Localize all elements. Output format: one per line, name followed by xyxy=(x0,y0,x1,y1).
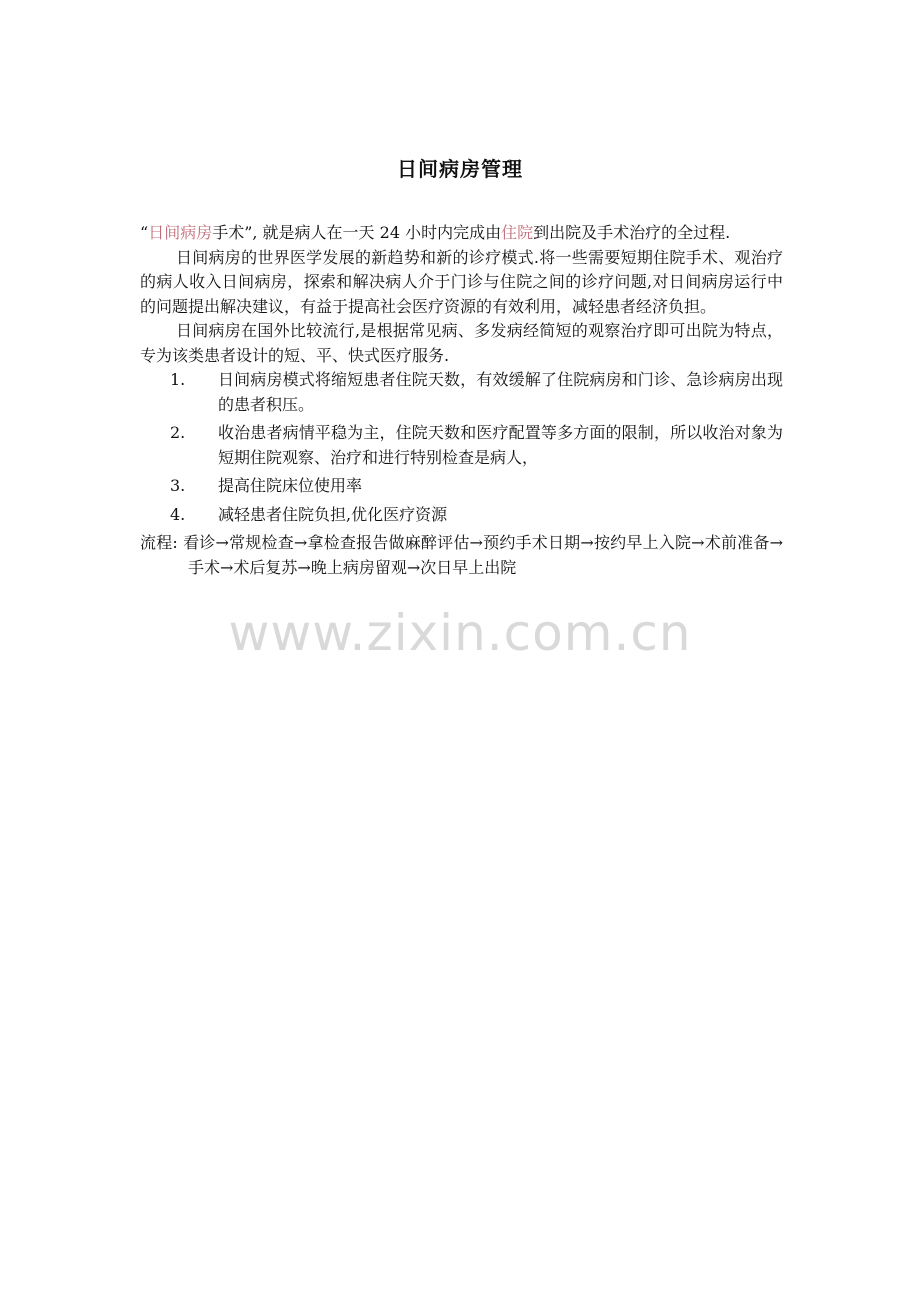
page-title: 日间病房管理 xyxy=(397,157,523,181)
list-item xyxy=(140,474,783,499)
list-number: 2. xyxy=(170,423,186,442)
process-flow xyxy=(140,531,783,580)
list-item xyxy=(140,503,783,528)
term-link-hospitalization[interactable]: 住院 xyxy=(501,223,534,242)
term-link-day-ward[interactable]: 日间病房 xyxy=(148,223,213,242)
list-item xyxy=(140,421,783,470)
list-item xyxy=(140,368,783,417)
body-paragraph: 日间病房的世界医学发展的新趋势和新的诊疗模式.将一些需要短期住院手术、观治疗的病人收入日间病房，探索和解决病人介于门诊与住院之间的诊疗问题,对日间病房运行中的问题提出解决建议，有益于提高社会医疗资源的有效利用，减轻患者经济负担。 xyxy=(140,247,783,316)
watermark: www.zixin.com.cn xyxy=(228,604,692,662)
intro-text-1: 手术”, 就是病人在一天 24 小时内完成由 xyxy=(212,223,502,242)
open-quote: “ xyxy=(140,223,149,242)
list-item-text: 收治患者病情平稳为主，住院天数和医疗配置等多方面的限制，所以收治对象为短期住院观察、治疗和进行特别检查是病人， xyxy=(218,423,783,467)
list-number: 4. xyxy=(170,504,186,524)
intro-text-2: 到出院及手术治疗的全过程. xyxy=(533,223,731,242)
flow-label: 流程: xyxy=(140,533,178,552)
list-item-text: 提高住院床位使用率 xyxy=(218,476,363,495)
list-item-text: 减轻患者住院负担,优化医疗资源 xyxy=(218,504,448,524)
list-item-text: 日间病房模式将缩短患者住院天数，有效缓解了住院病房和门诊、急诊病房出现的患者积压。 xyxy=(218,370,783,414)
list-number: 1. xyxy=(170,370,186,389)
body-paragraph: 日间病房在国外比较流行,是根据常见病、多发病经简短的观察治疗即可出院为特点，专为该类患者设计的短、平、快式医疗服务. xyxy=(140,321,783,365)
numbered-list xyxy=(140,368,783,527)
flow-steps: 看诊→常规检查→拿检查报告做麻醉评估→预约手术日期→按约早上入院→术前准备→手术→术后复苏→晚上病房留观→次日早上出院 xyxy=(177,533,783,577)
list-number: 3. xyxy=(170,476,186,495)
intro-paragraph xyxy=(140,221,783,246)
document-body xyxy=(140,221,783,580)
